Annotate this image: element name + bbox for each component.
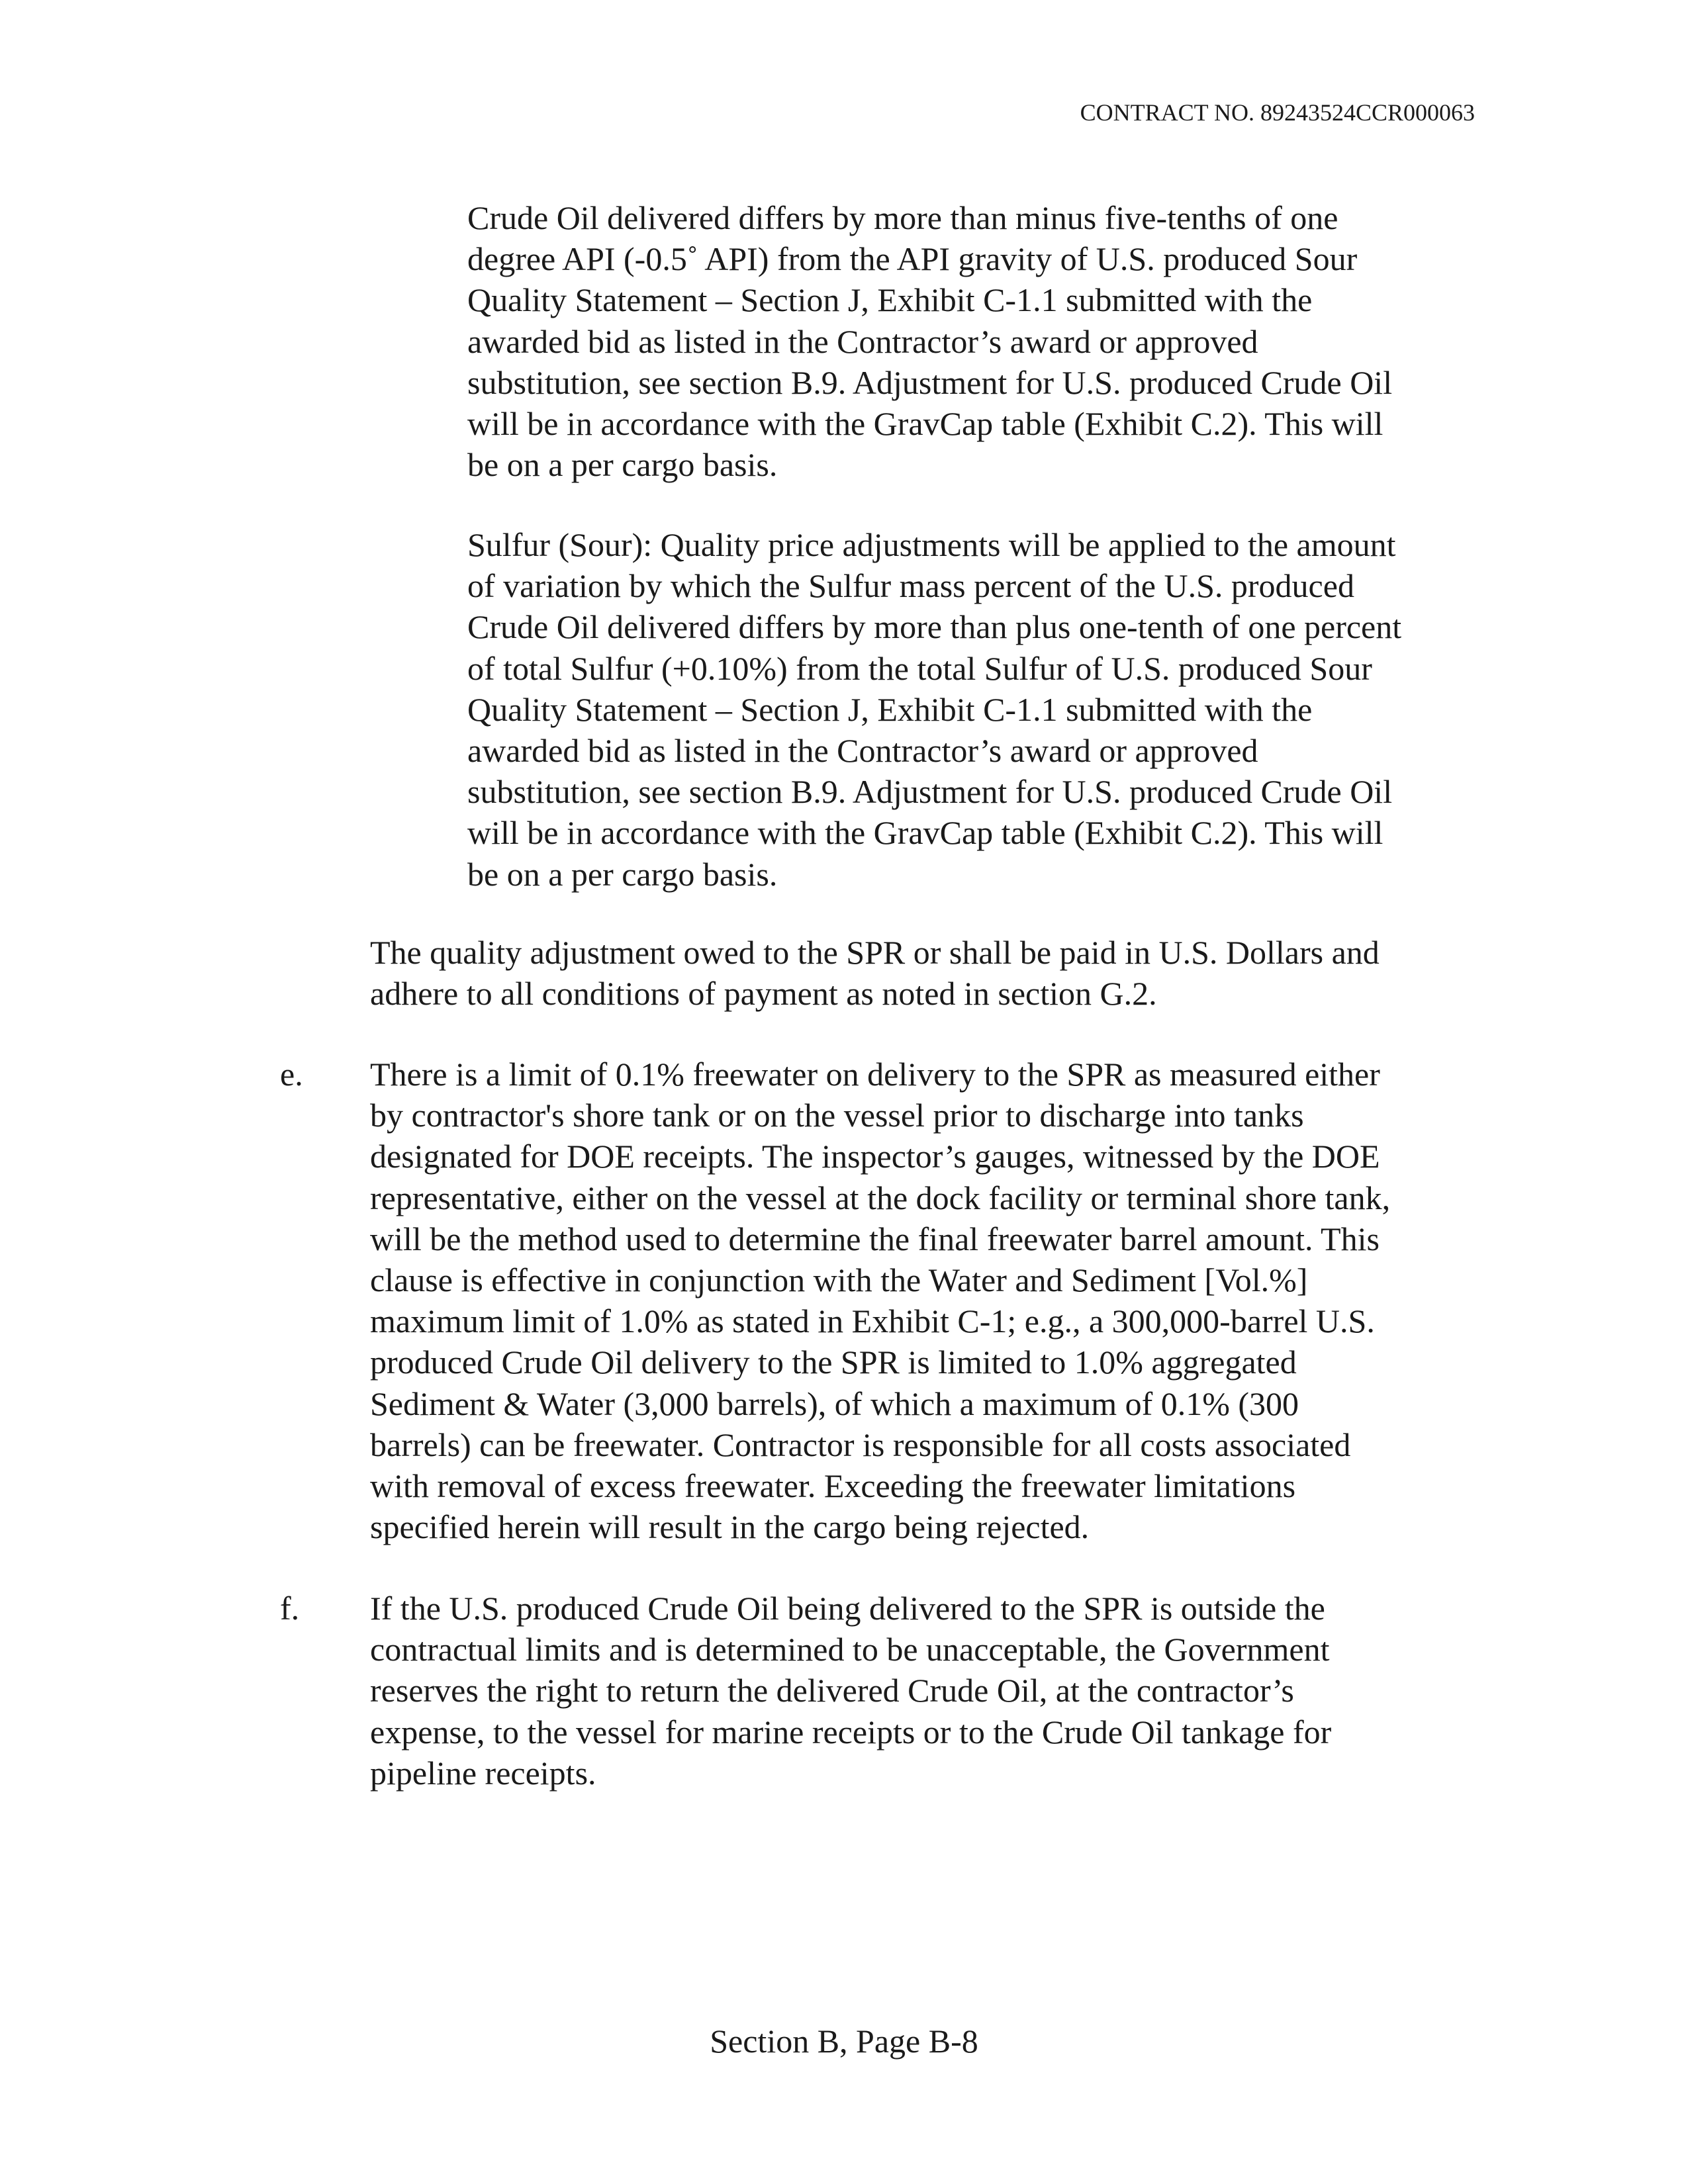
text-line: There is a limit of 0.1% freewater on delivery to the SPR as measured either [370,1056,1380,1093]
text-line: of total Sulfur (+0.10%) from the total Sulfur of U.S. produced Sour [467,649,1372,687]
api-gravity-paragraph [467,197,1392,485]
text-line: Crude Oil delivered differs by more than minus five-tenths of one [467,199,1338,236]
contract-number-header: CONTRACT NO. 89243524CCR000063 [1080,99,1475,126]
rejection-rights-paragraph [370,1588,1331,1794]
text-line: designated for DOE receipts. The inspector’s gauges, witnessed by the DOE [370,1138,1380,1175]
text-line: degree API (-0.5˚ API) from the API gravity of U.S. produced Sour [467,240,1358,278]
text-line: contractual limits and is determined to be unacceptable, the Government [370,1631,1330,1668]
page-footer: Section B, Page B-8 [710,2023,978,2060]
text-line: be on a per cargo basis. [467,855,778,893]
text-line: adhere to all conditions of payment as noted in section G.2. [370,975,1157,1013]
text-line: expense, to the vessel for marine receipts or to the Crude Oil tankage for [370,1713,1332,1751]
text-line: reserves the right to return the delivered Crude Oil, at the contractor’s [370,1672,1294,1709]
text-line: Sediment & Water (3,000 barrels), of which a maximum of 0.1% (300 [370,1385,1299,1422]
payment-paragraph [370,932,1380,1014]
text-line: will be in accordance with the GravCap table (Exhibit C.2). This will [467,814,1383,852]
text-line: will be the method used to determine the final freewater barrel amount. This [370,1220,1380,1257]
text-line: substitution, see section B.9. Adjustment for U.S. produced Crude Oil [467,363,1393,401]
text-line: Quality Statement – Section J, Exhibit C-1.1 submitted with the [467,690,1313,728]
text-line: by contractor's shore tank or on the vessel prior to discharge into tanks [370,1097,1304,1134]
text-line: Quality Statement – Section J, Exhibit C-1.1 submitted with the [467,281,1313,319]
text-line: with removal of excess freewater. Exceeding the freewater limitations [370,1467,1296,1505]
list-marker-e: e. [280,1056,303,1093]
text-line: be on a per cargo basis. [467,446,778,484]
text-line: specified herein will result in the cargo being rejected. [370,1508,1090,1546]
text-line: clause is effective in conjunction with the Water and Sediment [Vol.%] [370,1261,1308,1299]
text-line: maximum limit of 1.0% as stated in Exhibit C-1; e.g., a 300,000-barrel U.S. [370,1302,1375,1340]
freewater-limit-paragraph [370,1054,1390,1547]
text-line: produced Crude Oil delivery to the SPR is limited to 1.0% aggregated [370,1343,1297,1381]
text-line: awarded bid as listed in the Contractor’s award or approved [467,322,1258,360]
text-line: of variation by which the Sulfur mass percent of the U.S. produced [467,567,1354,605]
text-line: Sulfur (Sour): Quality price adjustments will be applied to the amount [467,526,1396,563]
text-line: If the U.S. produced Crude Oil being delivered to the SPR is outside the [370,1590,1325,1627]
text-line: awarded bid as listed in the Contractor’s award or approved [467,732,1258,770]
text-line: representative, either on the vessel at the dock facility or terminal shore tank, [370,1179,1391,1216]
text-line: The quality adjustment owed to the SPR or shall be paid in U.S. Dollars and [370,934,1380,971]
text-line: pipeline receipts. [370,1754,596,1792]
sulfur-paragraph [467,524,1401,895]
list-marker-f: f. [280,1590,300,1627]
text-line: will be in accordance with the GravCap table (Exhibit C.2). This will [467,405,1383,443]
text-line: barrels) can be freewater. Contractor is responsible for all costs associated [370,1426,1351,1463]
text-line: substitution, see section B.9. Adjustment for U.S. produced Crude Oil [467,773,1393,811]
text-line: Crude Oil delivered differs by more than plus one-tenth of one percent [467,608,1402,646]
